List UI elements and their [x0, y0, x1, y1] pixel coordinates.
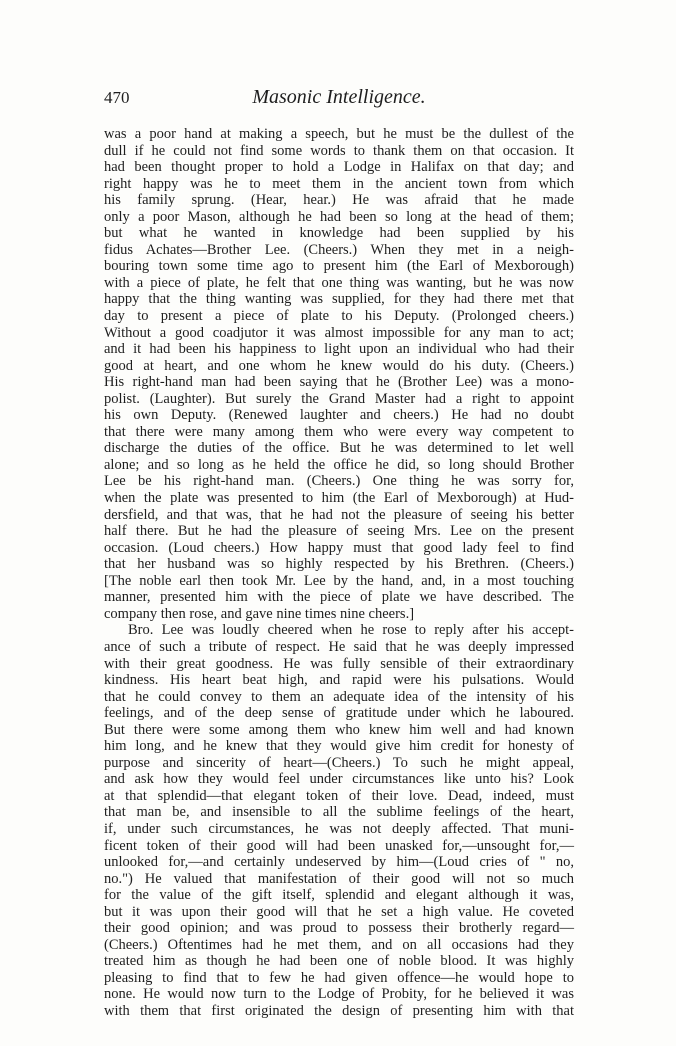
text-line: him long, and he knew that they would give him credit for honesty of	[104, 738, 574, 755]
text-line: unlooked for,—and certainly undeserved by him—(Loud cries of " no,	[104, 854, 574, 871]
text-line: and it had been his happiness to light upon an individual who had their	[104, 341, 574, 358]
text-line: was a poor hand at making a speech, but he must be the dullest of the	[104, 126, 574, 142]
text-line: But there were some among them who knew him well and had known	[104, 721, 574, 738]
text-line: ficent token of their good will had been unasked for,—unsought for,—	[104, 837, 574, 854]
text-line: his family sprung. (Hear, hear.) He was afraid that he made	[104, 192, 574, 209]
text-line: discharge the duties of the office. But he was determined to let well	[104, 440, 574, 457]
text-line: Without a good coadjutor it was almost impossible for any man to act;	[104, 324, 574, 341]
text-line: that he could convey to them an adequate idea of the intensity of his	[104, 688, 574, 705]
text-line: half there. But he had the pleasure of seeing Mrs. Lee on the present	[104, 523, 574, 540]
text-line: dersfield, and that was, that he had not the pleasure of seeing his better	[104, 506, 574, 523]
text-line: bouring town some time ago to present him (the Earl of Mexborough)	[104, 258, 574, 275]
text-line: treated him as though he had been one of noble blood. It was highly	[104, 953, 574, 970]
text-line: dull if he could not find some words to thank them on that occasion. It	[104, 142, 574, 159]
text-line: with a piece of plate, he felt that one thing was wanting, but he was now	[104, 274, 574, 291]
text-line: that her husband was so highly respected by his Brethren. (Cheers.)	[104, 556, 574, 573]
text-line: fidus Achates—Brother Lee. (Cheers.) When they met in a neigh-	[104, 241, 574, 258]
text-line: His right-hand man had been saying that he (Brother Lee) was a mono-	[104, 374, 574, 391]
body-text	[104, 126, 574, 1020]
text-line: [The noble earl then took Mr. Lee by the hand, and, in a most touching	[104, 572, 574, 589]
text-line: that man be, and insensible to all the sublime feelings of the heart,	[104, 804, 574, 821]
running-title: Masonic Intelligence.	[252, 86, 426, 108]
text-line: happy that the thing wanting was supplied, for they had there met that	[104, 291, 574, 308]
text-line: feelings, and of the deep sense of gratitude under which he laboured.	[104, 705, 574, 722]
text-line: only a poor Mason, although he had been so long at the head of them;	[104, 208, 574, 225]
text-line: his own Deputy. (Renewed laughter and cheers.) He had no doubt	[104, 407, 574, 424]
text-line: no.") He valued that manifestation of their good will not so much	[104, 870, 574, 887]
text-line: company then rose, and gave nine times nine cheers.]	[104, 605, 415, 622]
text-line: manner, presented him with the piece of plate we have described. The	[104, 589, 574, 606]
text-line: but it was upon their good will that he set a high value. He coveted	[104, 903, 574, 920]
text-line: and ask how they would feel under circumstances like unto his? Look	[104, 771, 574, 788]
text-line: their good opinion; and was proud to possess their brotherly regard—	[104, 920, 574, 937]
text-line: ance of such a tribute of respect. He said that he was deeply impressed	[104, 638, 574, 655]
text-line: had been thought proper to hold a Lodge in Halifax on that day; and	[104, 159, 574, 176]
text-line: polist. (Laughter). But surely the Grand Master had a right to appoint	[104, 390, 574, 407]
running-head	[104, 88, 574, 114]
text-line: purpose and sincerity of heart—(Cheers.) To such he might appeal,	[104, 754, 574, 771]
text-line: right happy was he to meet them in the ancient town from which	[104, 175, 574, 192]
text-line: at that splendid—that elegant token of their love. Dead, indeed, must	[104, 787, 574, 804]
text-line: for the value of the gift itself, splendid and elegant although it was,	[104, 887, 574, 904]
text-line: none. He would now turn to the Lodge of Probity, for he believed it was	[104, 986, 574, 1003]
text-line: day to present a piece of plate to his Deputy. (Prolonged cheers.)	[104, 308, 574, 325]
text-line: if, under such circumstances, he was not deeply affected. That muni-	[104, 820, 574, 837]
text-line: alone; and so long as he held the office he did, so long should Brother	[104, 456, 574, 473]
page-number: 470	[104, 88, 130, 107]
text-line: good at heart, and one whom he knew would do his duty. (Cheers.)	[104, 357, 574, 374]
text-line: kindness. His heart beat high, and rapid were his pulsations. Would	[104, 672, 574, 689]
text-line: but what he wanted in knowledge had been supplied by his	[104, 225, 574, 242]
text-line: with their great goodness. He was fully sensible of their extraordinary	[104, 655, 574, 672]
text-line: occasion. (Loud cheers.) How happy must that good lady feel to find	[104, 539, 574, 556]
text-line: pleasing to find that to few he had given offence—he would hope to	[104, 969, 574, 986]
text-line: (Cheers.) Oftentimes had he met them, and on all occasions had they	[104, 936, 574, 953]
text-line: that there were many among them who were every way competent to	[104, 423, 574, 440]
text-line: with them that first originated the design of presenting him with that	[104, 1002, 574, 1019]
text-line: Bro. Lee was loudly cheered when he rose to reply after his accept-	[128, 622, 574, 639]
text-line: when the plate was presented to him (the Earl of Mexborough) at Hud-	[104, 490, 574, 507]
text-line: Lee be his right-hand man. (Cheers.) One thing he was sorry for,	[104, 473, 574, 490]
